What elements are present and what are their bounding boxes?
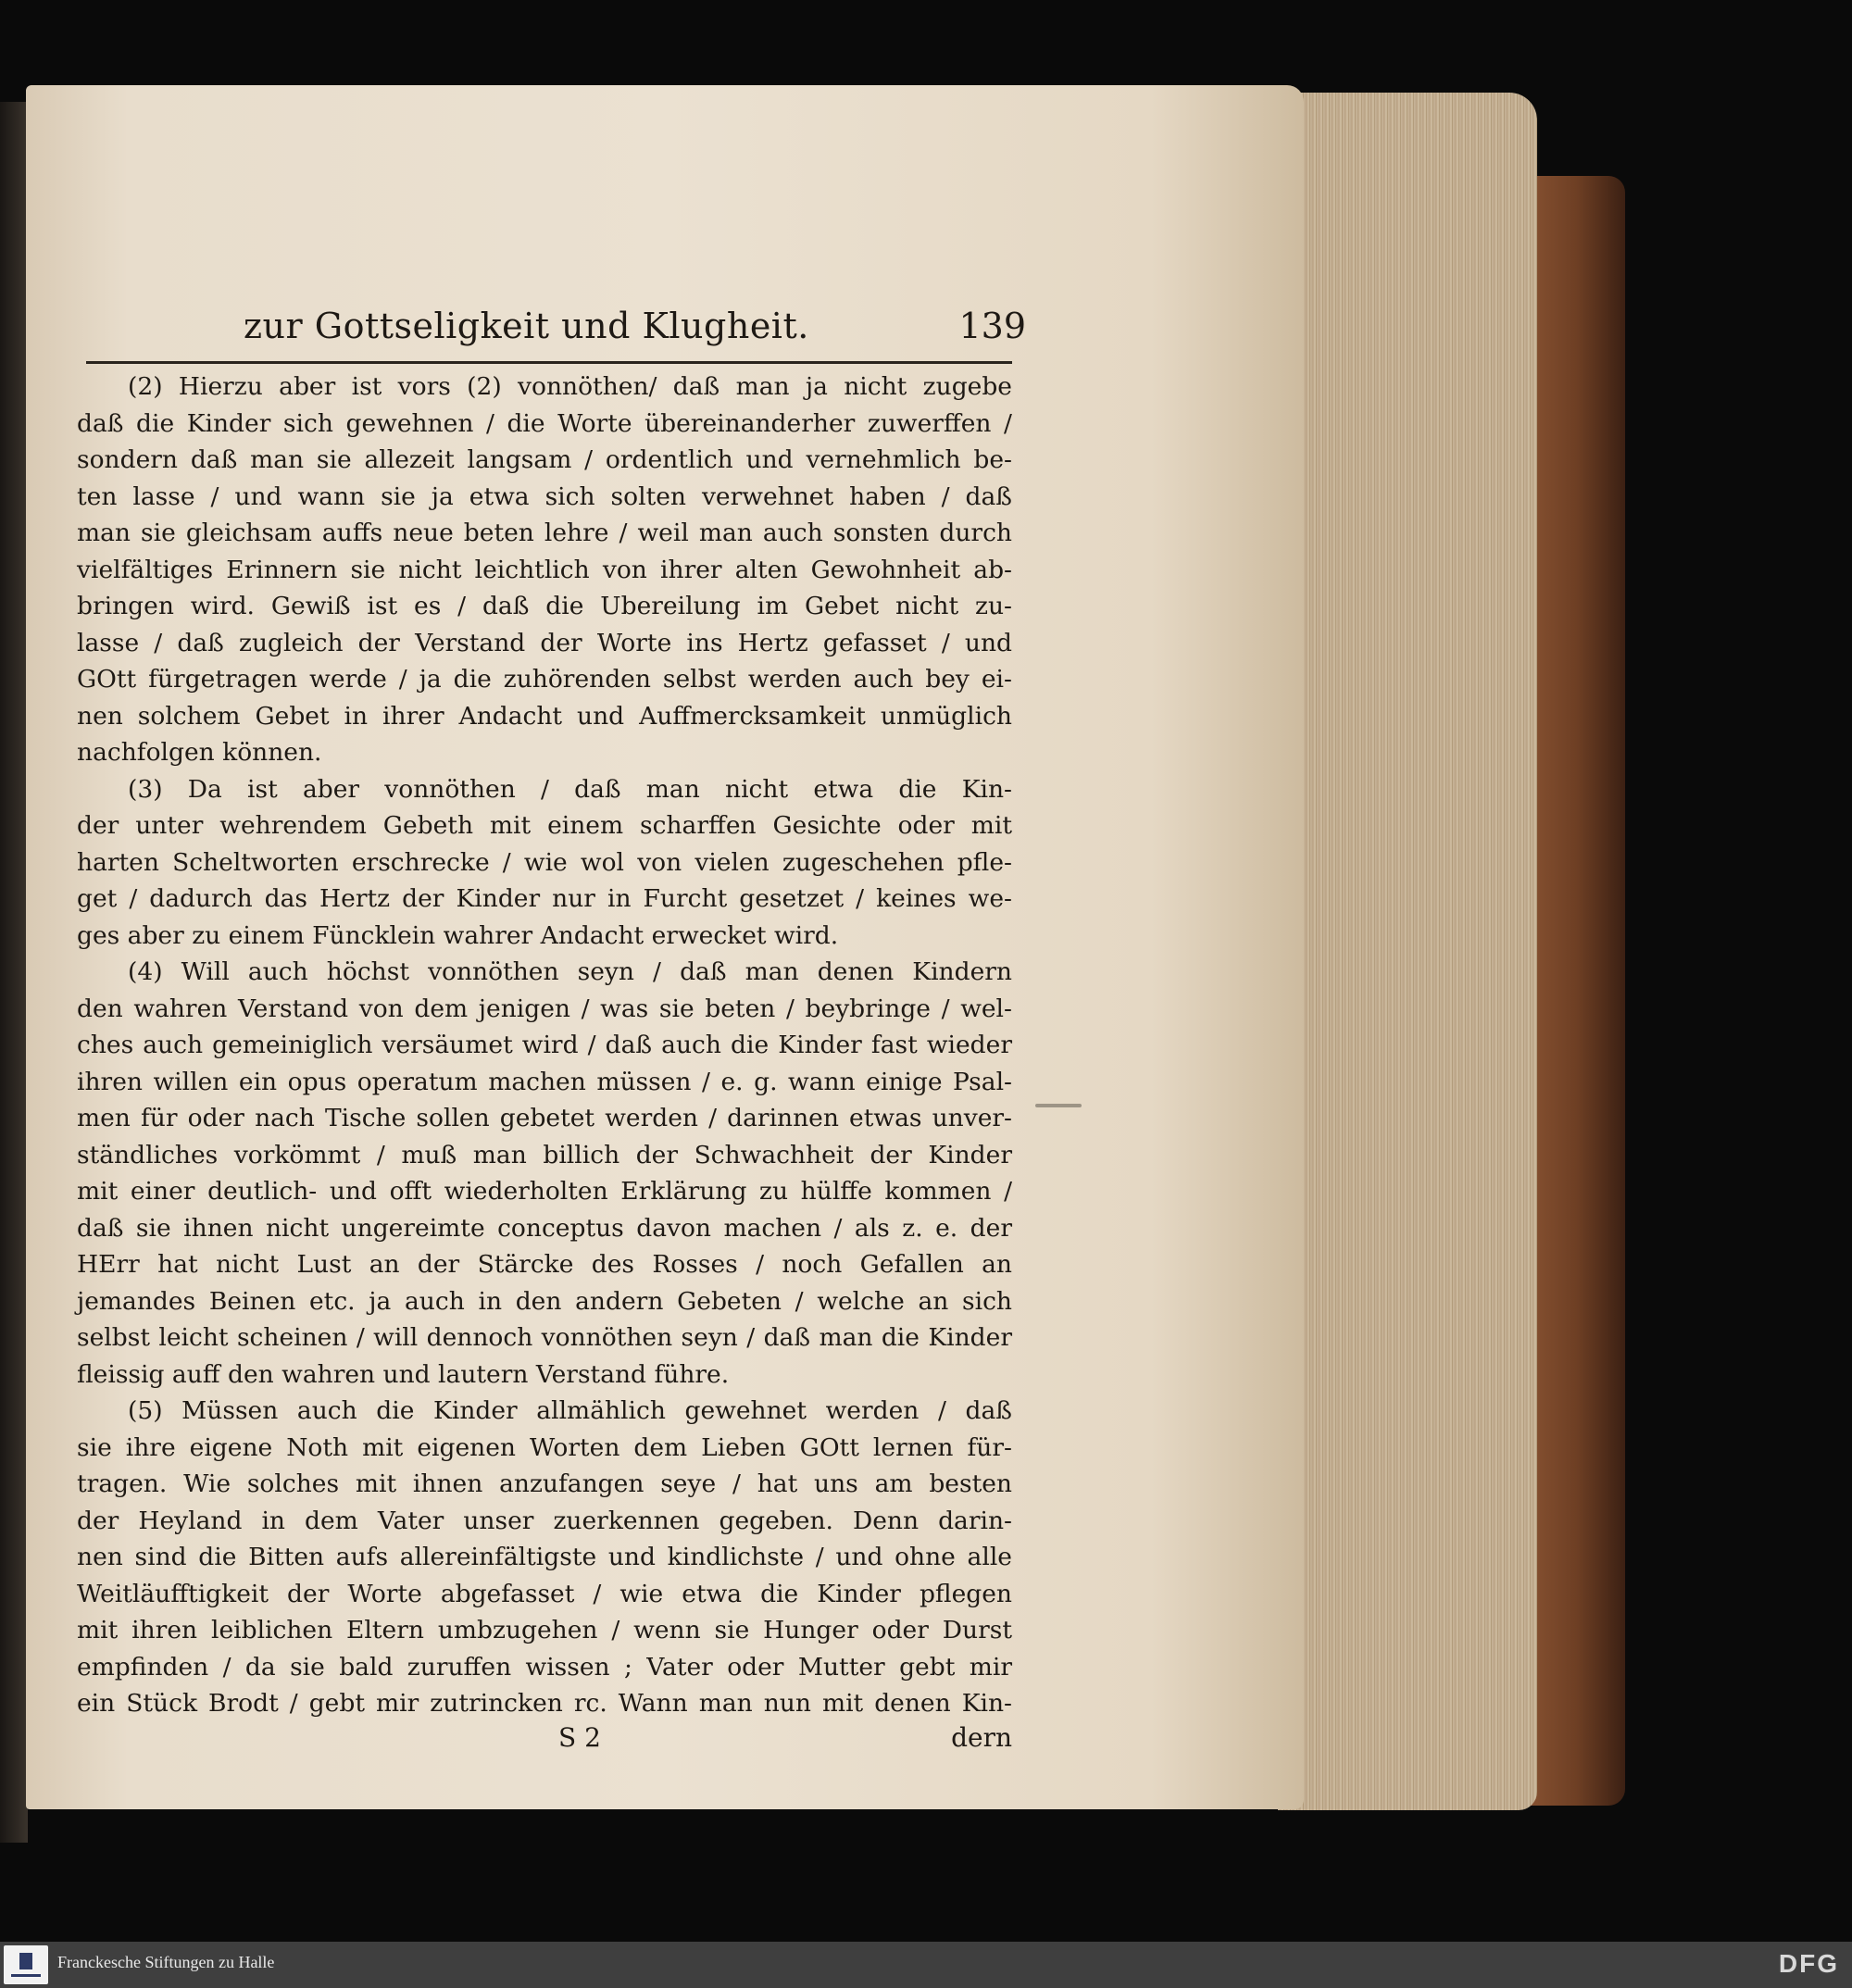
text-line: (3) Da ist aber vonnöthen / daß man nicht etwa die Kin- — [128, 774, 1012, 804]
text-line: vielfältiges Erinnern sie nicht leichtlich von ihrer alten Gewohnheit ab- — [77, 555, 1012, 584]
text-line: jemandes Beinen etc. ja auch in den andern Gebeten / welche an sich — [77, 1286, 1012, 1316]
text-line: (2) Hierzu aber ist vors (2) vonnöthen/ daß man ja nicht zugebe — [128, 372, 1012, 401]
text-line: fleissig auff den wahren und lautern Verstand führe. — [77, 1359, 730, 1389]
text-line: selbst leicht scheinen / will dennoch vonnöthen seyn / daß man die Kinder — [77, 1323, 1012, 1352]
text-line: lasse / daß zugleich der Verstand der Worte ins Hertz gefasset / und — [77, 628, 1012, 657]
text-line: nen sind die Bitten aufs allereinfältigste und kindlichste / und ohne alle — [77, 1543, 1012, 1571]
page-number: 139 — [958, 306, 1026, 346]
text-line: den wahren Verstand von dem jenigen / was sie beten / beybringe / wel- — [77, 994, 1012, 1023]
text-line: mit ihren leiblichen Eltern umbzugehen / wenn sie Hunger oder Durst — [77, 1616, 1012, 1644]
text-line: ches auch gemeiniglich versäumet wird / daß auch die Kinder fast wieder — [77, 1031, 1012, 1059]
institution-name[interactable]: Franckesche Stiftungen zu Halle — [57, 1953, 275, 1971]
page-edges — [1278, 93, 1537, 1810]
header-rule — [86, 361, 1012, 364]
margin-mark — [1035, 1104, 1082, 1107]
text-line: sie ihre eigene Noth mit eigenen Worten dem Lieben GOtt lernen für- — [77, 1432, 1012, 1462]
running-head — [77, 306, 1026, 361]
footer-bar — [0, 1942, 1852, 1988]
text-line: ein Stück Brodt / gebt mir zutrincken rc. Wann man nun mit denen Kin- — [77, 1689, 1012, 1718]
text-line: bringen wird. Gewiß ist es / daß die Ubereilung im Gebet nicht zu- — [77, 592, 1012, 620]
text-line: Weitläufftigkeit der Worte abgefasset / wie etwa die Kinder pflegen — [77, 1579, 1012, 1608]
text-line: (4) Will auch höchst vonnöthen seyn / daß man denen Kindern — [128, 957, 1012, 986]
institution-logo-icon[interactable] — [4, 1945, 48, 1984]
text-line: tragen. Wie solches mit ihnen anzufangen seye / hat uns am besten — [77, 1469, 1012, 1498]
text-line: man sie gleichsam auffs neue beten lehre / weil man auch sonsten durch — [77, 519, 1012, 547]
body-text — [77, 369, 1012, 1722]
text-line: ihren willen ein opus operatum machen müssen / e. g. wann einige Psal- — [77, 1067, 1012, 1096]
text-line: harten Scheltworten erschrecke / wie wol von vielen zugeschehen pfle- — [77, 847, 1012, 877]
text-line: get / dadurch das Hertz der Kinder nur in Furcht gesetzet / keines we- — [77, 884, 1012, 913]
text-line: men für oder nach Tische sollen gebetet werden / darinnen etwas unver- — [77, 1104, 1012, 1132]
book-page — [26, 85, 1304, 1809]
text-line: empfinden / da sie bald zuruffen wissen ; Vater oder Mutter gebt mir — [77, 1652, 1012, 1682]
catchword: dern — [951, 1721, 1012, 1753]
text-line: ten lasse / und wann sie ja etwa sich solten verwehnet haben / daß — [77, 481, 1012, 511]
text-line: GOtt fürgetragen werde / ja die zuhörenden selbst werden auch bey ei- — [77, 665, 1012, 694]
signature-row — [77, 1722, 1012, 1769]
text-line: daß sie ihnen nicht ungereimte conceptus davon machen / als z. e. der — [77, 1213, 1012, 1243]
text-line: HErr hat nicht Lust an der Stärcke des Rosses / noch Gefallen an — [77, 1250, 1012, 1279]
text-line: sondern daß man sie allezeit langsam / ordentlich und vernehmlich be- — [77, 445, 1012, 474]
text-line: nachfolgen können. — [77, 738, 322, 767]
text-line: mit einer deutlich- und offt wiederholten Erklärung zu hülffe kommen / — [77, 1177, 1012, 1206]
text-line: der unter wehrendem Gebeth mit einem scharffen Gesichte oder mit — [77, 811, 1012, 840]
text-line: nen solchem Gebet in ihrer Andacht und Auffmercksamkeit unmüglich — [77, 701, 1012, 731]
signature-mark: S 2 — [558, 1721, 601, 1753]
text-line: ges aber zu einem Füncklein wahrer Andacht erwecket wird. — [77, 920, 839, 950]
page-title: zur Gottseligkeit und Klugheit. — [244, 306, 809, 346]
book-binding — [0, 102, 28, 1843]
text-line: (5) Müssen auch die Kinder allmählich gewehnet werden / daß — [128, 1396, 1012, 1425]
text-line: daß die Kinder sich gewehnen / die Worte übereinanderher zuwerffen / — [77, 408, 1012, 438]
text-line: ständliches vorkömmt / muß man billich der Schwachheit der Kinder — [77, 1140, 1012, 1169]
dfg-logo[interactable]: DFG — [1778, 1949, 1839, 1978]
text-block — [77, 306, 1026, 1769]
text-line: der Heyland in dem Vater unser zuerkennen gegeben. Denn darin- — [77, 1506, 1012, 1535]
